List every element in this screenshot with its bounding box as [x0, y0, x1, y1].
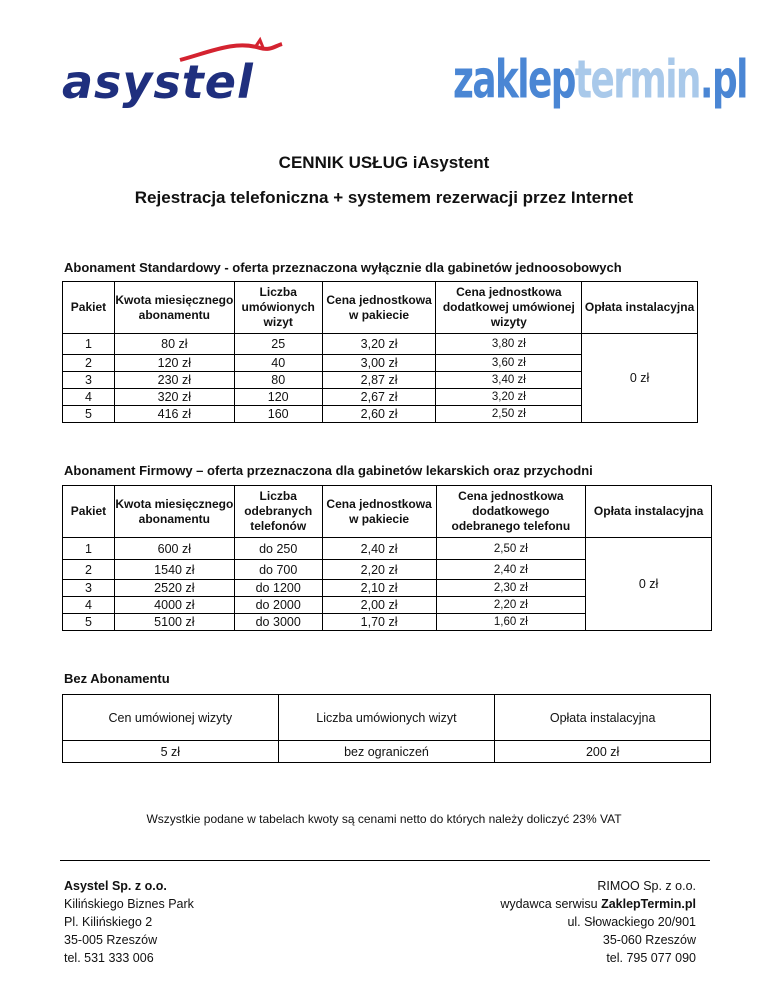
- col-header-calls: Liczba odebranych telefonów: [234, 486, 322, 538]
- cell: 1540 zł: [114, 560, 234, 580]
- cell: 1: [63, 334, 115, 355]
- col-header-extra-price: Cena jednostkowa dodatkowej umówionej wizyty: [436, 282, 582, 334]
- address-line: Pl. Kilińskiego 2: [64, 915, 153, 929]
- cell: 2,87 zł: [322, 372, 436, 389]
- col-header-extra-price: Cena jednostkowa dodatkowego odebranego telefonu: [436, 486, 586, 538]
- company-name: Asystel Sp. z o.o.: [64, 879, 167, 893]
- cell: 120: [234, 389, 322, 406]
- cell: do 250: [234, 538, 322, 560]
- cell: do 2000: [234, 597, 322, 614]
- install-fee-cell: 0 zł: [586, 538, 712, 631]
- publisher-prefix: wydawca serwisu: [500, 897, 602, 911]
- col-header-monthly-fee: Kwota miesięcznego abonamentu: [114, 486, 234, 538]
- page-title: CENNIK USŁUG iAsystent: [278, 153, 490, 172]
- cell: 5100 zł: [114, 614, 234, 631]
- table-row: [63, 334, 698, 355]
- cell: 2,30 zł: [436, 580, 586, 597]
- cell: 1,60 zł: [436, 614, 586, 631]
- col-header-visit-price: Cen umówionej wizyty: [63, 695, 279, 741]
- address-line: ul. Słowackiego 20/901: [567, 915, 696, 929]
- pl-logo-part: .pl: [699, 48, 747, 111]
- cell: 600 zł: [114, 538, 234, 560]
- cell: 2520 zł: [114, 580, 234, 597]
- svg-text:zakleptermin.pl: [453, 48, 747, 110]
- col-header-visits: Liczba umówionych wizyt: [234, 282, 322, 334]
- cell: 3,00 zł: [322, 355, 436, 372]
- cell: 2,50 zł: [436, 538, 586, 560]
- cell: 2,60 zł: [322, 406, 436, 423]
- cell: 2,40 zł: [322, 538, 436, 560]
- cell: do 700: [234, 560, 322, 580]
- cell: 120 zł: [114, 355, 234, 372]
- cell: 2,40 zł: [436, 560, 586, 580]
- cell: 160: [234, 406, 322, 423]
- termin-logo-part: termin: [574, 48, 700, 111]
- install-fee-cell: 0 zł: [582, 334, 698, 423]
- table-row: [63, 538, 712, 560]
- cell: 3,20 zł: [322, 334, 436, 355]
- col-header-unit-price: Cena jednostkowa w pakiecie: [322, 282, 436, 334]
- cell: 2,00 zł: [322, 597, 436, 614]
- col-header-package: Pakiet: [63, 486, 115, 538]
- address-line: 35-060 Rzeszów: [602, 933, 696, 947]
- cell: 3: [63, 372, 115, 389]
- cell: 1: [63, 538, 115, 560]
- col-header-install-fee: Opłata instalacyjna: [582, 282, 698, 334]
- company-name: RIMOO Sp. z o.o.: [597, 879, 696, 893]
- cell: 2,10 zł: [322, 580, 436, 597]
- zaklep-termin-logo: [453, 40, 747, 111]
- cell: 40: [234, 355, 322, 372]
- footer-right-address: [500, 877, 696, 967]
- cell: 1,70 zł: [322, 614, 436, 631]
- firm-price-table: [62, 485, 712, 631]
- cell: 5 zł: [63, 741, 279, 763]
- cell: 2,20 zł: [322, 560, 436, 580]
- cell: 2,67 zł: [322, 389, 436, 406]
- cell: 4000 zł: [114, 597, 234, 614]
- asystel-logo: [60, 38, 290, 108]
- phone-line: tel. 795 077 090: [606, 951, 696, 965]
- page-subtitle: Rejestracja telefoniczna + systemem rezerwacji przez Internet: [134, 188, 634, 207]
- cell: 200 zł: [495, 741, 711, 763]
- standard-price-table: [62, 281, 698, 423]
- address-line: 35-005 Rzeszów: [64, 933, 158, 947]
- col-header-visits: Liczba umówionych wizyt: [278, 695, 495, 741]
- asystel-logo-text: asystel: [62, 55, 254, 109]
- cell: 3,40 zł: [436, 372, 582, 389]
- col-header-unit-price: Cena jednostkowa w pakiecie: [322, 486, 436, 538]
- bez-price-table: [62, 694, 711, 763]
- cell: 416 zł: [114, 406, 234, 423]
- bez-heading: Bez Abonamentu: [64, 671, 170, 686]
- publisher-line: [500, 895, 696, 913]
- col-header-install-fee: Opłata instalacyjna: [495, 695, 711, 741]
- standard-heading: Abonament Standardowy - oferta przeznaczona wyłącznie dla gabinetów jednoosobowych: [64, 260, 622, 275]
- cell: 80 zł: [114, 334, 234, 355]
- footer-divider: [60, 860, 710, 861]
- col-header-install-fee: Opłata instalacyjna: [586, 486, 712, 538]
- cell: 4: [63, 597, 115, 614]
- cell: 80: [234, 372, 322, 389]
- cell: 5: [63, 406, 115, 423]
- cell: bez ograniczeń: [278, 741, 495, 763]
- phone-line: tel. 531 333 006: [64, 951, 154, 965]
- cell: do 3000: [234, 614, 322, 631]
- cell: 2,20 zł: [436, 597, 586, 614]
- cell: 2: [63, 355, 115, 372]
- footer-left-address: [64, 877, 194, 967]
- cell: 3,80 zł: [436, 334, 582, 355]
- col-header-monthly-fee: Kwota miesięcznego abonamentu: [114, 282, 234, 334]
- cell: do 1200: [234, 580, 322, 597]
- cell: 4: [63, 389, 115, 406]
- col-header-package: Pakiet: [63, 282, 115, 334]
- address-line: Kilińskiego Biznes Park: [64, 897, 194, 911]
- firm-heading: Abonament Firmowy – oferta przeznaczona dla gabinetów lekarskich oraz przychodni: [64, 463, 593, 478]
- cell: 320 zł: [114, 389, 234, 406]
- cell: 3: [63, 580, 115, 597]
- cell: 2,50 zł: [436, 406, 582, 423]
- zaklep-logo-part: zaklep: [453, 48, 575, 111]
- vat-note: Wszystkie podane w tabelach kwoty są cenami netto do których należy doliczyć 23% VAT: [146, 812, 622, 826]
- cell: 5: [63, 614, 115, 631]
- cell: 2: [63, 560, 115, 580]
- publisher-site: ZaklepTermin.pl: [601, 897, 696, 911]
- cell: 3,20 zł: [436, 389, 582, 406]
- table-row: [63, 741, 711, 763]
- cell: 25: [234, 334, 322, 355]
- cell: 3,60 zł: [436, 355, 582, 372]
- cell: 230 zł: [114, 372, 234, 389]
